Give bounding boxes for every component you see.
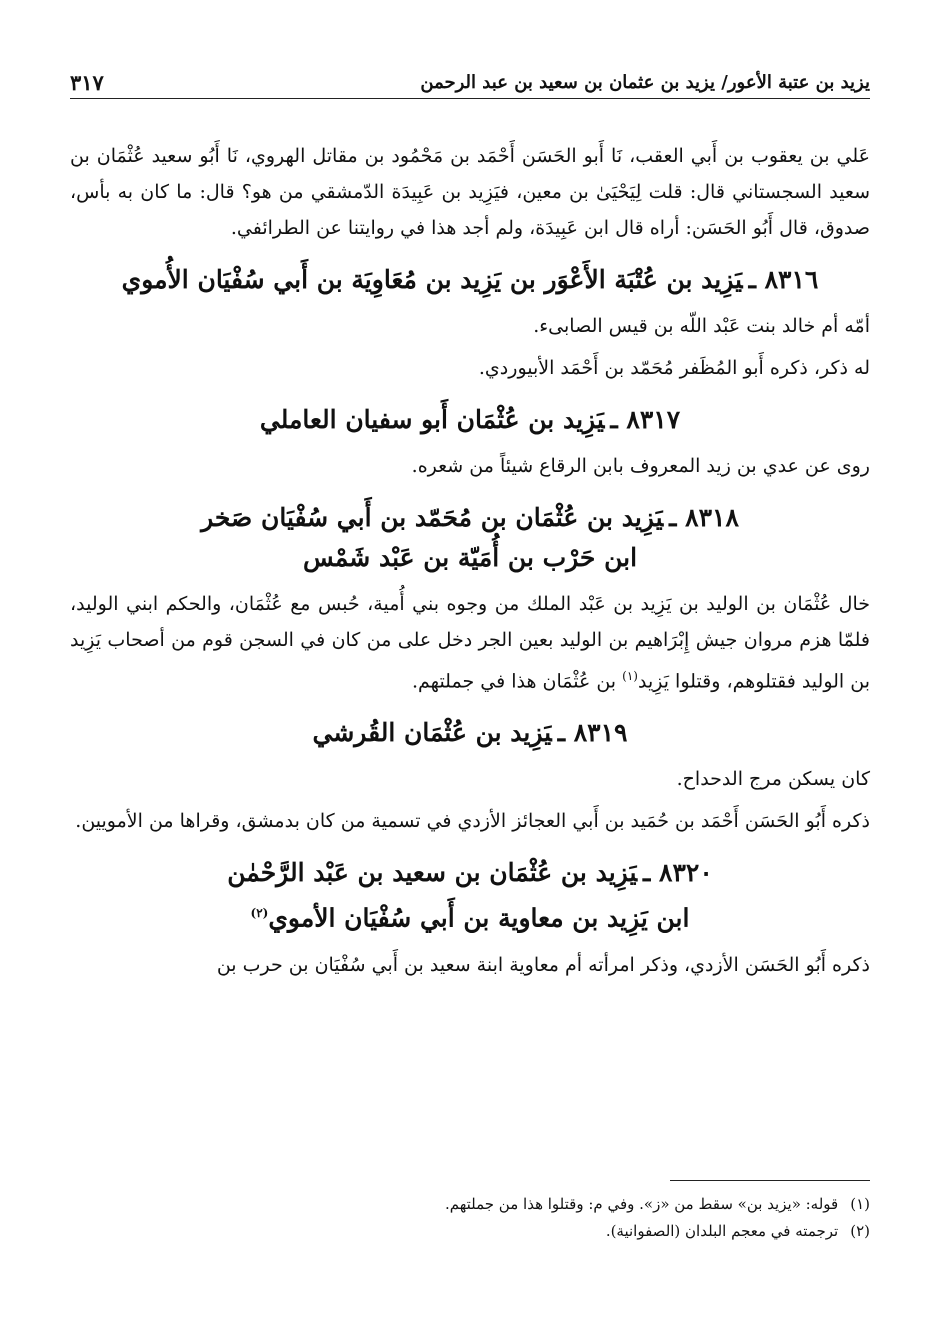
- entry-8317-paragraph-1: روى عن عدي بن زيد المعروف بابن الرقاع شيئاً من شعره.: [411, 455, 870, 477]
- entry-number: ٨٣١٨ ـ: [669, 503, 739, 532]
- entry-heading-8317: [70, 400, 870, 440]
- entry-8320-paragraph-1: ذكره أَبُو الحَسَن الأزدي، وذكر امرأته أم معاوية ابنة سعيد بن أَبي سُفْيَان بن حرب بن: [216, 953, 870, 976]
- footnote-divider: [670, 1180, 870, 1181]
- entry-title-line: [70, 260, 870, 300]
- page-number: ٣١٧: [70, 70, 104, 95]
- entry-8318-paragraph-1: [70, 586, 870, 699]
- entry-8316-paragraph-1: أمّه أم خالد بنت عَبْد اللّه بن قيس الصابىء.: [533, 315, 870, 337]
- entry-number: ٨٣١٩ ـ: [557, 718, 628, 748]
- entry-heading-8319: [70, 713, 870, 753]
- entry-title-line-2: ابن حَرْب بن أُمَيّة بن عَبْد شَمْس: [302, 543, 638, 572]
- footnote-text: قوله: «يزيد بن» سقط من «ز». وفي م: وقتلوا هذا من جملتهم.: [444, 1195, 839, 1213]
- entry-title-line-2: [70, 893, 870, 938]
- entry-title-line: [70, 400, 870, 440]
- entry-title-line-1: [70, 498, 870, 538]
- entry-8319-paragraph-2: ذكره أَبُو الحَسَن أَحْمَد بن حُمَيد بن أَبي العجائز الأزدي في تسمية من كان بدمشق، وقراها من الأمويين.: [75, 810, 870, 833]
- entry-number: ٨٣١٦ ـ: [748, 265, 819, 294]
- footnote-reference: (١): [622, 669, 638, 683]
- entry-number: ٨٣١٧ ـ: [610, 405, 681, 434]
- footnote-reference: (٢): [250, 906, 269, 921]
- paragraph-text: بن عُثْمَان هذا في جملتهم.: [412, 670, 623, 693]
- footnote-mark: (١): [850, 1195, 870, 1213]
- footnote-list: [70, 1191, 870, 1245]
- running-title: يزيد بن عتبة الأعور/ يزيد بن عثمان بن سعيد بن عبد الرحمن: [420, 72, 870, 93]
- footnote-item: [70, 1218, 870, 1245]
- entry-8316-paragraph-2: له ذكر، ذكره أَبو المُظَفر مُحَمّد بن أَحْمَد الأبيوردي.: [478, 357, 870, 379]
- entry-heading-8316: [70, 260, 870, 300]
- entry-8319-paragraph-1: كان يسكن مرج الدحداح.: [676, 768, 870, 791]
- book-page: [70, 0, 870, 1340]
- intro-paragraph: عَلي بن يعقوب بن أَبي العقب، نَا أَبو الحَسَن أَحْمَد بن مَحْمُود بن مقاتل الهروي، نَا أَبُو سعيد عُثْمَان بن سعيد السجستاني قال: قلت لِيَحْيَىٰ بن معين، فيَزِيد بن عَبِيدَة الدّمشقي من هو؟ قال: ما كان به بأس، صدوق، قال أَبُو الحَسَن: أراه قال ابن عَبِيدَة، ولم أجد هذا في روايتنا عن الطرائفي.: [70, 145, 870, 239]
- paragraph-text: خال عُثْمَان بن الوليد بن يَزِيد بن عَبْد الملك من وجوه بني أُمية، حُبس مع عُثْمَان، والحكم ابني الوليد، فلمّا هزم مروان جيش إِبْرَاهيم بن الوليد بعين الجر دخل على من كان في السجن قوم من أصحاب يَزِيد بن الوليد فقتلوهم، وقتلوا يَزِيد: [70, 593, 870, 693]
- footnote-text: ترجمته في معجم البلدان (الصفوانية).: [605, 1222, 839, 1240]
- entry-title-line-1: [70, 853, 870, 893]
- entry-name: يَزِيد بن عُتْبَة الأَعْوَر بن يَزِيد بن مُعَاوِيَة بن أَبي سُفْيَان الأُموي: [121, 265, 743, 294]
- running-header: [70, 62, 870, 99]
- entry-name: يَزِيد بن عُثْمَان القُرشي: [312, 718, 552, 748]
- entry-title-line: [70, 713, 870, 753]
- footnotes-section: [70, 1180, 870, 1245]
- entry-number: ٨٣٢٠ ـ: [643, 858, 713, 888]
- entry-heading-8320: [70, 853, 870, 938]
- entry-name-continued: ابن يَزِيد بن معاوية بن أَبي سُفْيَان الأموي: [268, 903, 690, 933]
- footnote-mark: (٢): [850, 1222, 870, 1240]
- entry-name: يَزِيد بن عُثْمَان بن سعيد بن عَبْد الرَّحْمٰن: [227, 858, 637, 888]
- entry-heading-8318: [70, 498, 870, 578]
- entry-name: يَزِيد بن عُثْمَان بن مُحَمّد بن أَبي سُفْيَان صَخر: [201, 503, 664, 532]
- footnote-item: [70, 1191, 870, 1218]
- entry-name: يَزِيد بن عُثْمَان أَبو سفيان العاملي: [259, 405, 605, 434]
- page-body: [70, 138, 870, 989]
